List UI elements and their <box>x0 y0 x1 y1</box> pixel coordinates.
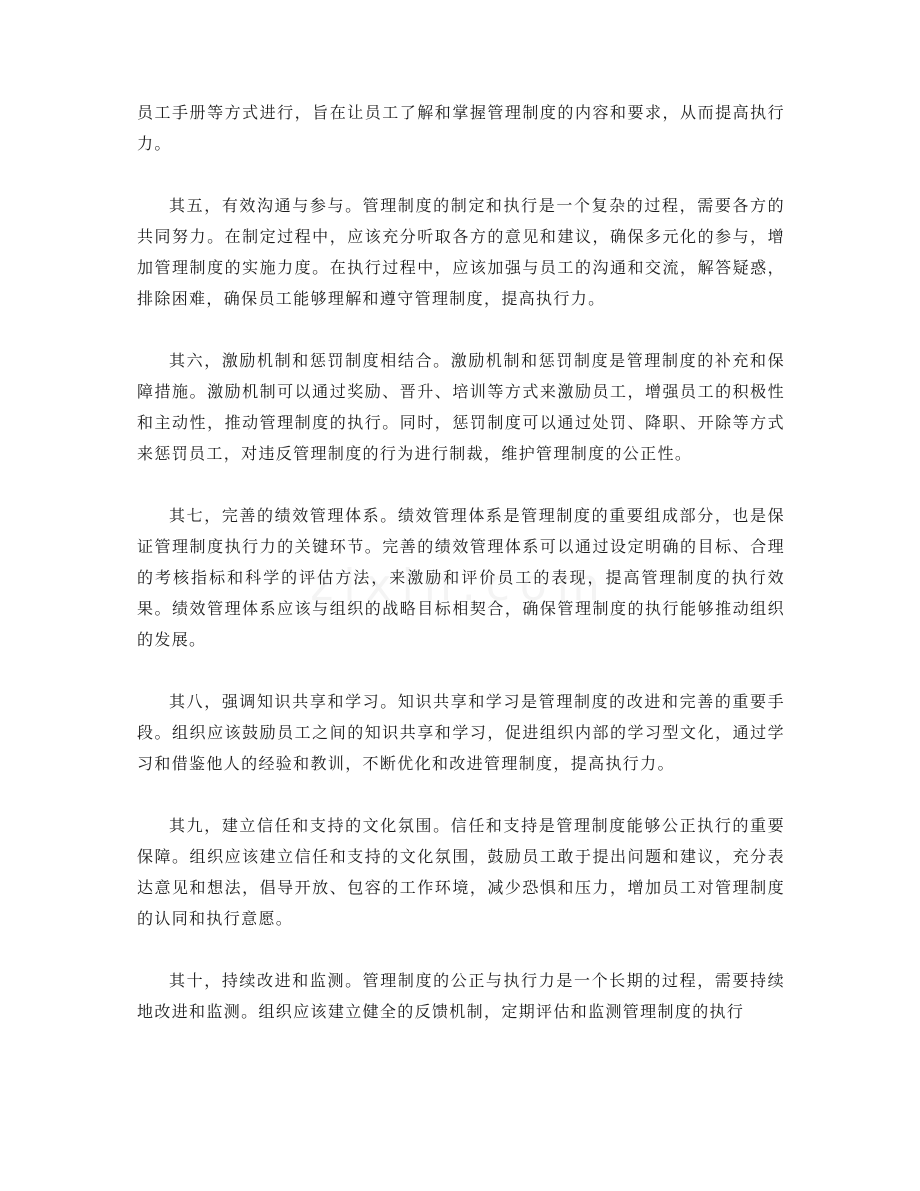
paragraph-point-10: 其十，持续改进和监测。管理制度的公正与执行力是一个长期的过程，需要持续地改进和监测。组织应该建立健全的反馈机制，定期评估和监测管理制度的执行 <box>137 971 785 1021</box>
paragraph-point-9: 其九，建立信任和支持的文化氛围。信任和支持是管理制度能够公正执行的重要保障。组织应该建立信任和支持的文化氛围，鼓励员工敢于提出问题和建议，充分表达意见和想法，倡导开放、包容的工作环境，减少恐惧和压力，增加员工对管理制度的认同和执行意愿。 <box>137 816 785 928</box>
paragraph-point-8: 其八，强调知识共享和学习。知识共享和学习是管理制度的改进和完善的重要手段。组织应该鼓励员工之间的知识共享和学习，促进组织内部的学习型文化，通过学习和借鉴他人的经验和教训，不断优化和改进管理制度，提高执行力。 <box>137 692 785 773</box>
paragraph-continuation: 员工手册等方式进行，旨在让员工了解和掌握管理制度的内容和要求，从而提高执行力。 <box>137 103 785 153</box>
paragraph-point-7: 其七，完善的绩效管理体系。绩效管理体系是管理制度的重要组成部分，也是保证管理制度执行力的关键环节。完善的绩效管理体系可以通过设定明确的目标、合理的考核指标和科学的评估方法，来激励和评价员工的表现，提高管理制度的执行效果。绩效管理体系应该与组织的战略目标相契合，确保管理制度的执行能够推动组织的发展。 <box>137 506 785 649</box>
paragraph-point-5: 其五，有效沟通与参与。管理制度的制定和执行是一个复杂的过程，需要各方的共同努力。在制定过程中，应该充分听取各方的意见和建议，确保多元化的参与，增加管理制度的实施力度。在执行过程中，应该加强与员工的沟通和交流，解答疑惑，排除困难，确保员工能够理解和遵守管理制度，提高执行力。 <box>137 196 785 308</box>
document-body <box>137 97 785 1058</box>
paragraph-point-6: 其六，激励机制和惩罚制度相结合。激励机制和惩罚制度是管理制度的补充和保障措施。激励机制可以通过奖励、晋升、培训等方式来激励员工，增强员工的积极性和主动性，推动管理制度的执行。同时，惩罚制度可以通过处罚、降职、开除等方式来惩罚员工，对违反管理制度的行为进行制裁，维护管理制度的公正性。 <box>137 351 785 463</box>
